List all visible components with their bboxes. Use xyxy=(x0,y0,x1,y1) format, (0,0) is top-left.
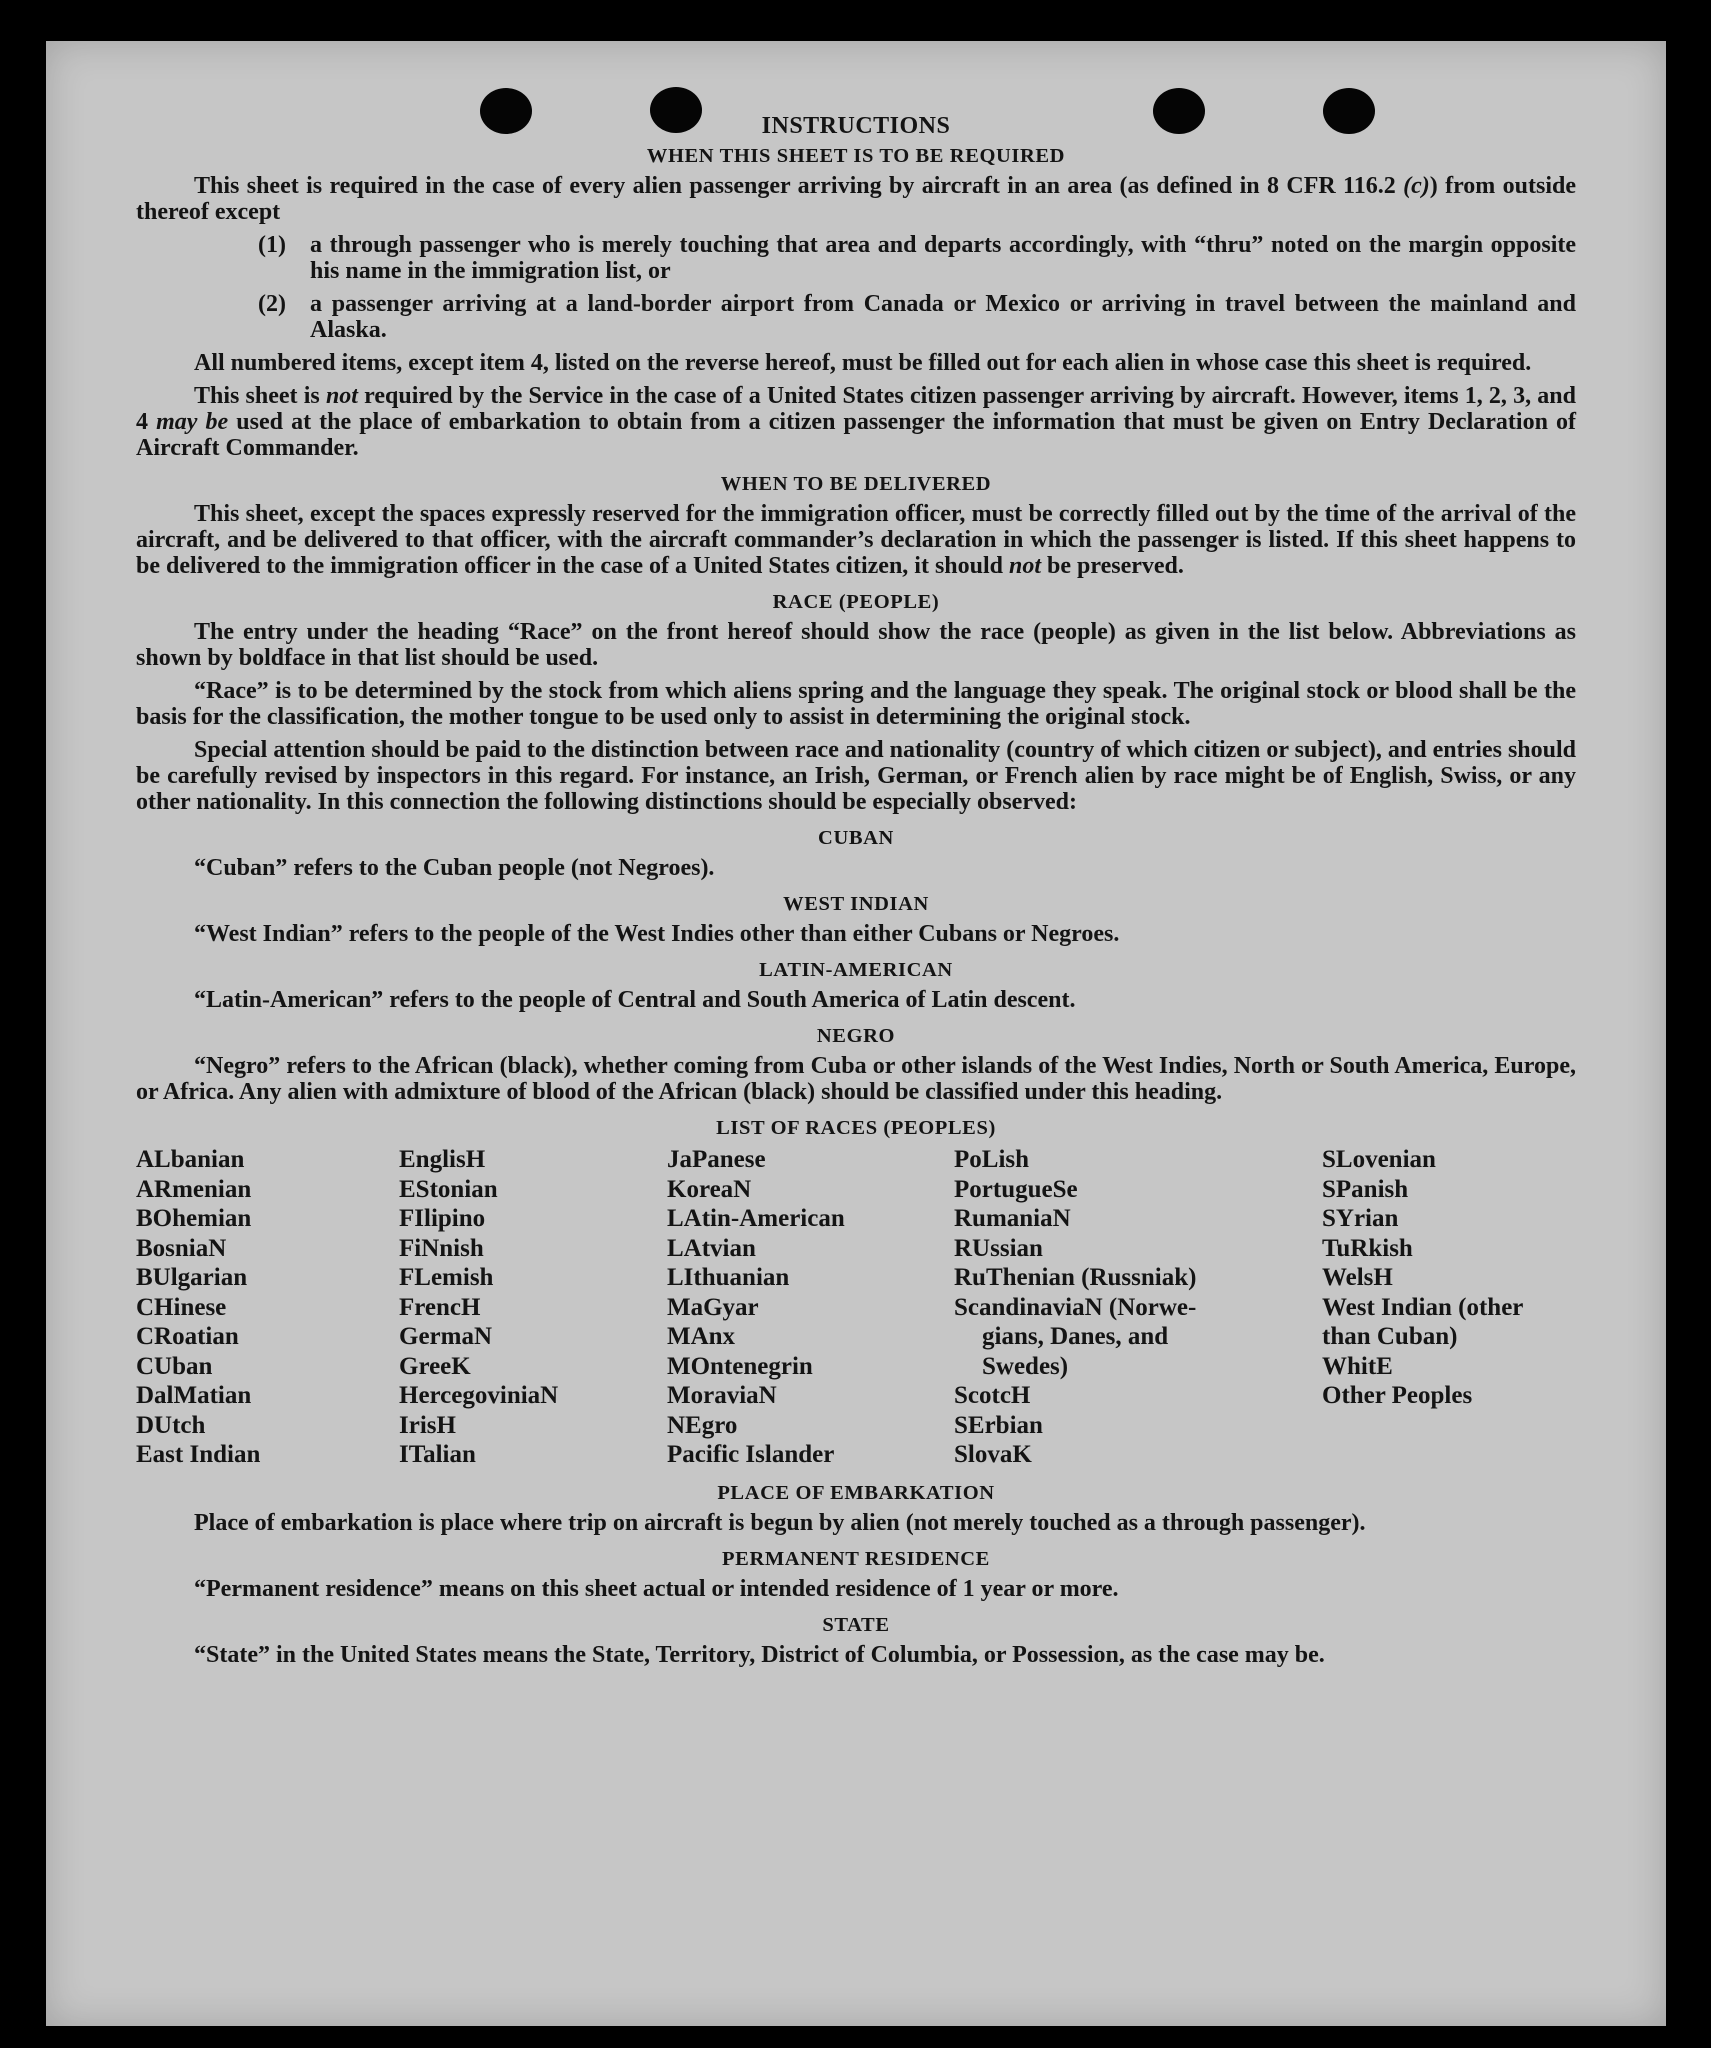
exception-item: (1) a through passenger who is merely touching that area and departs accordingly, with “thru” noted on the margin opposite his name in the immigration list, or xyxy=(258,232,1576,284)
negro-heading: NEGRO xyxy=(816,1025,896,1047)
when-delivered-paragraph: This sheet, except the spaces expressly reserved for the immigration officer, must be correctly filled out by the time of the arrival of the aircraft, and be delivered to that officer, with the aircraft commander’s declaration in which the passenger is listed. If this sheet happens to be delivered to the immigration officer in the case of a United States citizen, it should not be preserved. xyxy=(136,501,1576,579)
race-entry: PortugueSe xyxy=(954,1175,1078,1203)
when-required-intro: This sheet is required in the case of every alien passenger arriving by aircraft in an area (as defined in 8 CFR 116.2 (c)) from outside thereof except xyxy=(136,173,1577,225)
race-entry: ScotcH xyxy=(954,1382,1031,1409)
race-entry: SlovaK xyxy=(954,1441,1032,1468)
race-entry: ScandinaviaN (Norwe- xyxy=(954,1293,1197,1321)
race-entry: ARmenian xyxy=(136,1175,252,1203)
races-column xyxy=(667,1145,954,1470)
race-entry: PoLish xyxy=(954,1146,1030,1173)
race-entry: SLovenian xyxy=(1322,1146,1436,1173)
west-indian-definition: “West Indian” refers to the people of the West Indies other than either Cubans or Negroes. xyxy=(194,921,1120,947)
race-entry: CUban xyxy=(136,1352,213,1380)
race-people-heading: RACE (PEOPLE) xyxy=(772,591,940,613)
race-entry: SPanish xyxy=(1322,1175,1409,1203)
numbered-items-paragraph: All numbered items, except item 4, listed on the reverse hereof, must be filled out for each alien in whose case this sheet is required. xyxy=(194,350,1532,376)
race-paragraph-1: The entry under the heading “Race” on the front hereof should show the race (people) as given in the list below. Abbreviations as shown by boldface in that list should be used. xyxy=(136,619,1576,671)
race-paragraph-3: Special attention should be paid to the distinction between race and nationality (country of which citizen or subject), and entries should be carefully revised by inspectors in this regard. For instance, an Irish, German, or French alien by race might be of English, Swiss, or any other nationality. In this connection the following distinctions should be especially observed: xyxy=(136,737,1576,815)
citizen-paragraph: This sheet is not required by the Service in the case of a United States citizen passenger arriving by aircraft. However, items 1, 2, 3, and 4 may be used at the place of embarkation to obtain from a citizen passenger the information that must be given on Entry Declaration of Aircraft Commander. xyxy=(136,383,1577,461)
race-entry: NEgro xyxy=(667,1411,738,1439)
race-entry: Other Peoples xyxy=(1322,1382,1473,1409)
latin-american-definition: “Latin-American” refers to the people of Central and South America of Latin descent. xyxy=(194,987,1076,1013)
race-entry: MoraviaN xyxy=(667,1382,777,1409)
state-definition: “State” in the United States means the State, Territory, District of Columbia, or Possession, as the case may be. xyxy=(194,1641,1325,1668)
permanent-residence-definition: “Permanent residence” means on this sheet actual or intended residence of 1 year or more. xyxy=(194,1575,1119,1602)
race-entry: KoreaN xyxy=(667,1175,752,1203)
when-delivered-heading: WHEN TO BE DELIVERED xyxy=(720,473,992,495)
races-column xyxy=(1322,1145,1576,1470)
race-entry: DalMatian xyxy=(136,1382,252,1409)
race-entry: BUlgarian xyxy=(136,1264,248,1291)
race-entry: FIlipino xyxy=(399,1205,486,1232)
races-list xyxy=(136,1145,1576,1470)
race-entry: CHinese xyxy=(136,1293,227,1321)
race-entry: ALbanian xyxy=(136,1146,245,1173)
negro-definition: “Negro” refers to the African (black), whether coming from Cuba or other islands of the West Indies, North or South America, Europe, or Africa. Any alien with admixture of blood of the African (black) should be classified under this heading. xyxy=(136,1053,1576,1105)
race-entry: TuRkish xyxy=(1322,1234,1413,1262)
race-entry: HercegoviniaN xyxy=(399,1382,559,1409)
races-column xyxy=(136,1145,399,1470)
race-entry: WelsH xyxy=(1322,1264,1393,1291)
race-entry: DUtch xyxy=(136,1411,206,1439)
race-entry: MOntenegrin xyxy=(667,1352,813,1380)
race-entry: than Cuban) xyxy=(1322,1323,1458,1350)
race-entry: RumaniaN xyxy=(954,1205,1071,1232)
race-entry: SErbian xyxy=(954,1411,1043,1439)
race-entry: FLemish xyxy=(399,1264,494,1291)
race-entry: WhitE xyxy=(1322,1352,1393,1380)
race-entry: LAtvian xyxy=(667,1234,756,1262)
race-entry: IrisH xyxy=(399,1411,456,1439)
embarkation-definition: Place of embarkation is place where trip on aircraft is begun by alien (not merely touched as a through passenger). xyxy=(194,1509,1366,1536)
race-entry: EnglisH xyxy=(399,1146,486,1173)
race-entry: Swedes) xyxy=(982,1352,1069,1380)
cuban-definition: “Cuban” refers to the Cuban people (not Negroes). xyxy=(194,855,715,881)
race-entry: SYrian xyxy=(1322,1205,1399,1232)
permanent-residence-heading: PERMANENT RESIDENCE xyxy=(722,1547,990,1570)
race-entry: RuThenian (Russniak) xyxy=(954,1264,1197,1291)
race-entry: MaGyar xyxy=(667,1293,759,1321)
race-entry: MAnx xyxy=(667,1323,736,1350)
race-entry: East Indian xyxy=(136,1441,261,1468)
race-paragraph-2: “Race” is to be determined by the stock from which aliens spring and the language they speak. The original stock or blood shall be the basis for the classification, the mother tongue to be used only to assist in determining the original stock. xyxy=(136,678,1576,730)
race-entry: ITalian xyxy=(399,1441,476,1468)
list-of-races-heading: LIST OF RACES (PEOPLES) xyxy=(716,1117,996,1139)
race-entry: LAtin-American xyxy=(667,1205,845,1232)
exception-item: (2) a passenger arriving at a land-border airport from Canada or Mexico or arriving in travel between the mainland and Alaska. xyxy=(258,291,1576,343)
race-entry: gians, Danes, and xyxy=(982,1323,1169,1350)
race-entry: West Indian (other xyxy=(1322,1293,1524,1321)
west-indian-heading: WEST INDIAN xyxy=(783,893,929,915)
race-entry: FiNnish xyxy=(399,1234,484,1262)
instructions-content xyxy=(136,113,1576,1675)
race-entry: BosniaN xyxy=(136,1234,227,1262)
instructions-title: INSTRUCTIONS xyxy=(761,113,951,139)
latin-american-heading: LATIN-AMERICAN xyxy=(759,959,953,981)
race-entry: GreeK xyxy=(399,1352,471,1380)
document-page xyxy=(46,41,1666,2026)
race-entry: BOhemian xyxy=(136,1205,252,1232)
race-entry: FrencH xyxy=(399,1293,481,1321)
races-column xyxy=(954,1145,1322,1470)
when-required-heading: WHEN THIS SHEET IS TO BE REQUIRED xyxy=(646,145,1066,167)
race-entry: Pacific Islander xyxy=(667,1441,835,1468)
race-entry: LIthuanian xyxy=(667,1264,790,1291)
cuban-heading: CUBAN xyxy=(818,827,894,849)
race-entry: RUssian xyxy=(954,1234,1043,1262)
races-column xyxy=(399,1145,667,1470)
race-entry: GermaN xyxy=(399,1323,493,1350)
embarkation-heading: PLACE OF EMBARKATION xyxy=(717,1481,995,1504)
race-entry: CRoatian xyxy=(136,1323,239,1350)
race-entry: JaPanese xyxy=(667,1146,766,1173)
state-heading: STATE xyxy=(822,1613,890,1636)
race-entry: EStonian xyxy=(399,1175,498,1203)
